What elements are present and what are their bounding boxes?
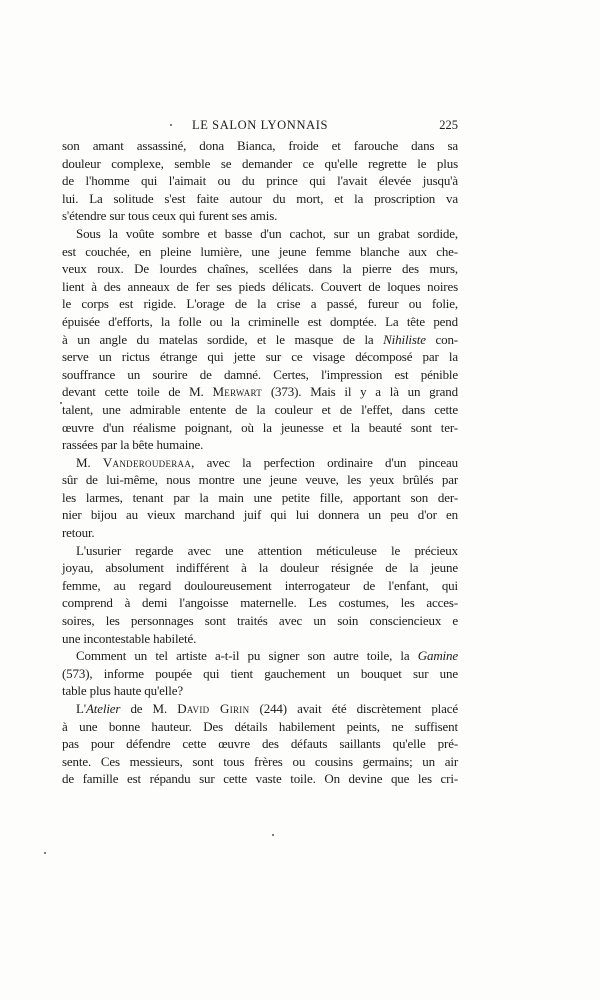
text-line: soires, les personnages sont traités avec un soin consciencieux e — [62, 613, 458, 629]
text-line: sente. Ces messieurs, sont tous frères ou cousins germains; un air — [62, 753, 458, 769]
paragraph-start-line: Sous la voûte sombre et basse d'un cachot, sur un grabat sordide, — [76, 225, 458, 241]
text-line: épuisée d'efforts, la folle ou la criminelle est domptée. La tête pend — [62, 313, 458, 329]
text-line: pas pour défendre cette œuvre des défauts saillants qu'elle pré- — [62, 736, 458, 752]
text-line: son amant assassiné, dona Bianca, froide et farouche dans sa — [62, 138, 458, 153]
text-line: nier bijou au vieux marchand juif qui lui donnera un peu d'or en — [62, 507, 458, 523]
body-text — [62, 137, 458, 788]
paper-speck — [44, 852, 46, 854]
text-line: talent, une admirable entente de la couleur et de l'effet, dans cette — [62, 401, 458, 417]
artist-name: David Girin — [177, 701, 250, 716]
paper-speck — [60, 402, 62, 404]
artwork-title: Nihiliste — [383, 331, 426, 347]
text-line: à un angle du matelas sordide, et le masque de la Nihiliste con- — [62, 331, 458, 347]
page-header — [62, 118, 458, 136]
text-line: joyau, absolument indifférent à la douleur résignée de la jeune — [62, 560, 458, 576]
text-line: serve un rictus étrange qui jette sur ce visage décomposé par la — [62, 349, 458, 365]
text-line: lui. La solitude s'est faite autour du mort, et la proscription va — [62, 190, 458, 206]
text-line: souffrance un sourire de damné. Certes, l'impression est pénible — [62, 366, 458, 382]
text-line: (573), informe poupée qui tient gauchement un bouquet sur une — [62, 665, 458, 681]
text-line: lient à des anneaux de fer ses pieds délicats. Couvert de loques noires — [62, 278, 458, 294]
text-line: de l'homme qui l'aimait ou du prince qui l'avait élevée jusqu'à — [62, 173, 458, 189]
artwork-title: Atelier — [85, 701, 121, 716]
paragraph-start-line: L'Atelier de M. David Girin (244) avait été discrètement placé — [76, 701, 458, 716]
text-line: sûr de lui-même, nous montre une jeune veuve, les yeux brûlés par — [62, 472, 458, 488]
text-line: femme, au regard douloureusement interrogateur de l'enfant, qui — [62, 577, 458, 593]
paper-speck — [272, 834, 274, 836]
text-line: le corps est rigide. L'orage de la crise a passé, fureur ou folie, — [62, 296, 458, 312]
text-line: à une bonne hauteur. Des détails habilement peints, ne suffisent — [62, 718, 458, 734]
text-line: est couchée, en pleine lumière, une jeune femme blanche aux che- — [62, 243, 458, 259]
text-line: œuvre d'un réalisme poignant, où la jeunesse et la beauté sont ter- — [62, 419, 458, 435]
paper-speck — [170, 124, 172, 126]
artwork-title: Gamine — [417, 648, 458, 664]
text-line: table plus haute qu'elle? — [62, 683, 183, 699]
text-line: comprend à demi l'angoisse maternelle. Les costumes, les acces- — [62, 595, 458, 611]
text-line: les larmes, tenant par la main une petite fille, apportant son der- — [62, 489, 458, 505]
text-line: douleur complexe, semble se demander ce qu'elle regrette le plus — [62, 155, 458, 171]
text-line: retour. — [62, 525, 95, 541]
text-line: une incontestable habileté. — [62, 630, 197, 646]
paragraph-start-line: Comment un tel artiste a-t-il pu signer son autre toile, la Gamine — [76, 648, 458, 664]
text-line: veux roux. De lourdes chaînes, scellées dans la pierre des murs, — [62, 261, 458, 277]
text-line: de famille est répandu sur cette vaste toile. On devine que les cri- — [62, 771, 458, 787]
artist-name: Vanderouderaa — [102, 454, 192, 470]
artist-name: Merwart — [212, 384, 263, 400]
text-line: rassées par la bête humaine. — [62, 437, 204, 453]
paragraph-start-line: L'usurier regarde avec une attention méticuleuse le précieux — [76, 542, 458, 558]
running-title: LE SALON LYONNAIS — [191, 118, 329, 132]
text-line: devant cette toile de M. Merwart (373). Mais il y a là un grand — [62, 384, 458, 400]
page-number: 225 — [439, 118, 458, 132]
paragraph-start-line: M. Vanderouderaa, avec la perfection ordinaire d'un pinceau — [76, 454, 458, 470]
text-line: s'étendre sur tous ceux qui furent ses amis. — [62, 208, 278, 224]
